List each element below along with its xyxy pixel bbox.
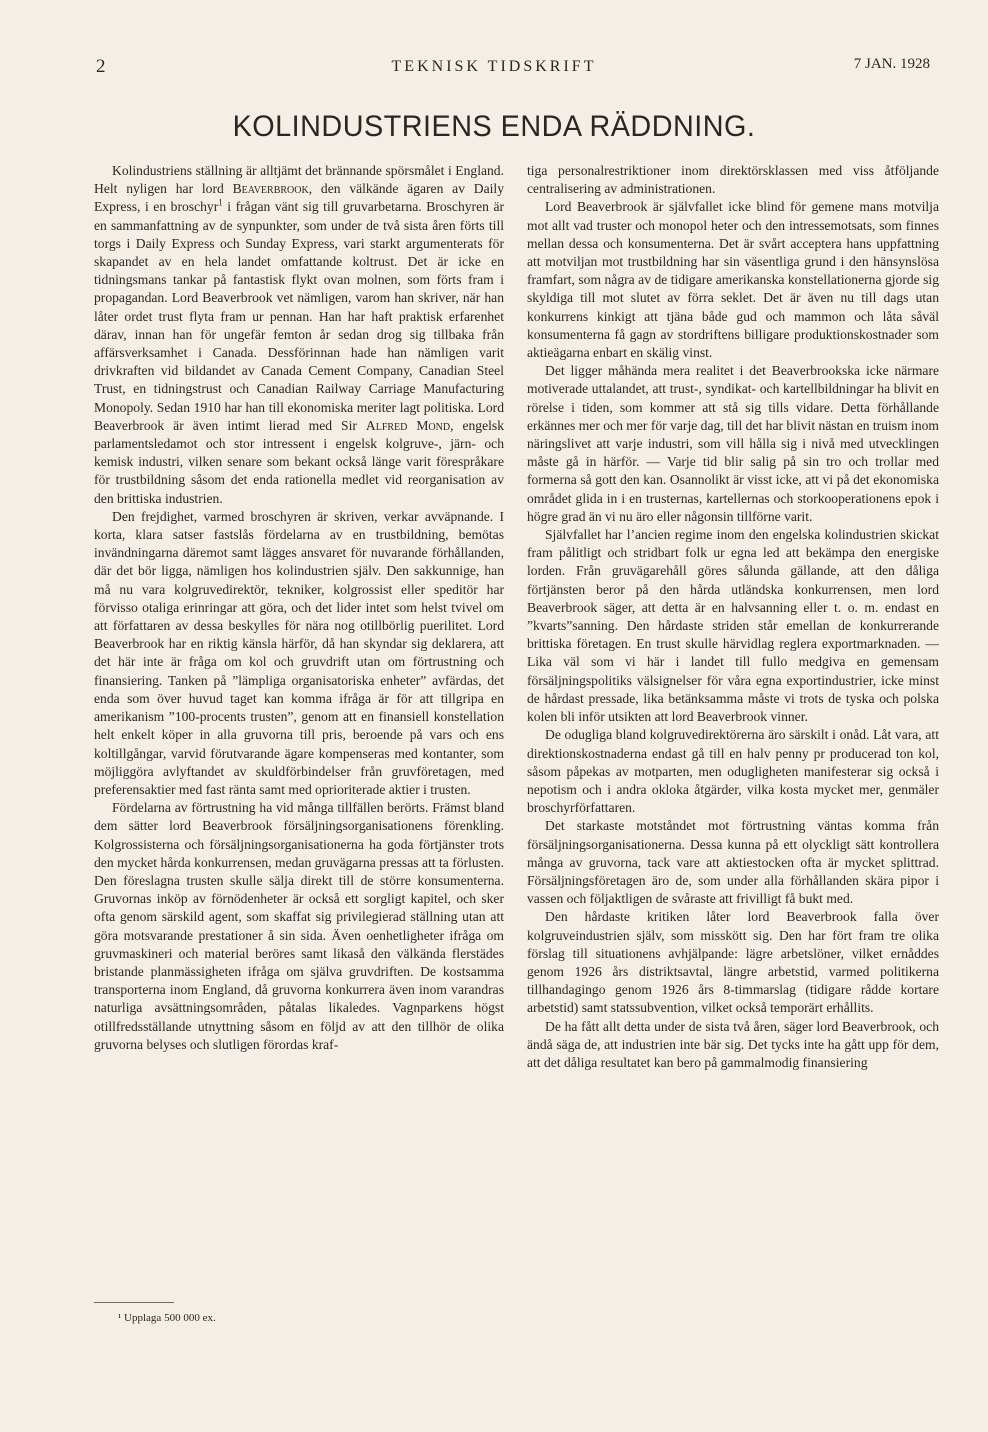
left-column [94,162,504,1054]
footnote-marker: 1 [218,197,223,208]
footnote-rule [94,1302,174,1303]
paragraph: De ha fått allt detta under de sista två åren, säger lord Beaverbrook, och ändå säga de, att industrien inte bär sig. Det tycks inte ha gått upp för dem, att det dåliga resultatet kan bero på gammalmodig finansiering [527,1018,939,1070]
paragraph: Den frejdighet, varmed broschyren är skriven, verkar avväpnande. I korta, klara satser fastslås fördelarna av en trustbildning, bemötas invändningarna däremot samt lägges ansvaret för nuvarande förhållanden, där det bör ligga, nämligen hos kolindustrien själv. Den sakkunnige, han må nu vara kolgruvedirektör, tekniker, kolgrossist eller speditör har förvisso otaliga erinringar att göra, och det lider intet som helst tvivel om att författaren av dessa beskylles för nära nog otillbörlig puerilitet. Lord Beaverbrook har en riktig känsla härför, då han skyndar sig deklarera, att det här inte är fråga om kol och gruvdrift utan om förtrustning och finansiering. Tanken på ”lämpliga organisatoriska enheter” avfärdas, det enda som över huvud taget kan komma ifråga är för att tillgripa en amerikanism ”100-procents trusten”, genom att en finansiell konstellation helt enkelt köper in alla gruvorna till pris, beroende på vars och ens koltillgångar, varvid förutvarande ägare kompenseras med kontanter, som möjliggöra avlyftandet av skuldförbindelser från gruvföretagen, med preferensaktier med fast ränta samt med oprioriterade aktier i trusten. [94,508,504,797]
paragraph: De odugliga bland kolgruvedirektörerna äro särskilt i onåd. Låt vara, att direktionskostnaderna endast gå till en halv penny pr producerad ton kol, såsom påpekas av motparten, men odugligheten manifesterar sig också i nepotism och i andra okloka åtgärder, vilka kosta mycket mer, genmäler broschyrförfattaren. [527,727,939,816]
article-title: KOLINDUSTRIENS ENDA RÄDDNING. [232,110,756,143]
paragraph: Självfallet har l’ancien regime inom den engelska kolindustrien skickat fram pålitligt och stridbart folk ur egna led att bekämpa den energiske lorden. Från gruvägarehåll göres sålunda gällande, att den dåliga förtjänsten beror på den hårda utländska konkurrensen, men lord Beaverbrook säger, att detta är en halvsanning eller t. o. m. endast en ”kvarts”sanning. Den hårdaste striden står emellan de konkurrerande brittiska företagen. En trust skulle härvidlag reglera exportmarknaden. — Lika väl som vi här i landet till fullo medgiva en gemensam försäljningspolitiks välsignelser för våra egna exportindustrier, icke minst de hårdast pressade, lika betänksamma måste vi trots de tyska och polska kolen bli inför utsikten att lord Beaverbrook vinner. [527,527,939,725]
text-run: , engelsk parlamentsledamot och stor intressent i engelsk kolgruve-, järn- och kemisk industri, vilken senare som bekant också länge varit förespråkare för trustbildning såsom det enda rationella medlet vid reorganisation av den brittiska industrien. [94,417,504,506]
text-run: Kolindustriens ställning är alltjämt det brännande spörsmålet i England. Helt nyligen har lord [94,163,504,197]
paragraph: Det ligger måhända mera realitet i det Beaverbrookska icke närmare motiverade uttalandet, att trust-, syndikat- och kartellbildningar ha blivit en rörelse i tiden, som kommer att stå sig tills vidare. Detta förhållande erkännes mer och mer för varje dag, till det har blivit nästan en truism inom näringslivet att varje industri, som vill hålla sig i nivå med utvecklingen måste gå in härför. — Varje tid blir salig på sin tro och trollar med formerna så gott den kan. Osannolikt är visst icke, att vi på det ekonomiska området glida in i en trusternas, kartellernas och storkooperationens epok i högre grad än vi nu äro eller någonsin tillförne varit. [527,363,939,524]
footnote: ¹ Upplaga 500 000 ex. [118,1312,216,1324]
person-name-mond: Alfred Mond [365,417,451,433]
issue-date: 7 JAN. 1928 [853,56,930,72]
paragraph: Den hårdaste kritiken låter lord Beaverbrook falla över kolgruveindustrien själv, som misskött sig. Den har fört fram tre olika förslag till situationens avhjälpande: lägre arbetslöner, vilket ernåddes genom 1926 års distriktsavtal, längre arbetstid, varmed politikerna tillhandagingo genom 1926 års 8-timmarslag (tidigare rådde kortare arbetstid) samt statssubvention, vilket också temporärt erhållits. [527,909,939,1016]
paragraph: Fördelarna av förtrustning ha vid många tillfällen berörts. Främst bland dem sätter lord Beaverbrook försäljningsorganisationens förenkling. Kolgrossisterna och försäljningsorganisationerna ha goda förtjänster trots den mycket hårda konkurrensen, medan gruvägarna pressas att ta förlusten. Den föreslagna trusten skulle sälja direkt till de större konsumenterna. Gruvornas inköp av förnödenheter är också ett sorgligt kapitel, och sker ofta genom särskild agent, som skaffat sig privilegierad ställning utan att göra motsvarande prestationer å sin sida. Även oenhetligheter ifråga om gruvmaskineri och material beröres samt likaså den välkända flerstädes bristande planmässigheten ifråga om själva gruvdriften. De kostsamma transporterna inom England, då gruvorna konkurrera även inom varandras naturliga avsättningsområden, påtalas likaledes. Vagnparkens högst otillfredsställande utnyttning såsom en följd av att den tillhör de olika gruvorna belyses och slutligen förordas kraf- [94,800,504,1052]
paragraph: Lord Beaverbrook är självfallet icke blind för gemene mans motvilja mot allt vad truster och monopol heter och den intressemotsats, som finnes mellan dessa och konsumenterna. Det är svårt acceptera hans uppfattning att motviljan mot trustbildning har sin väsentliga grund i den hänsynslösa framfart, som några av de tidigare amerikanska konstellationerna gjorde sig skyldiga till mot slutet av förra seklet. Det är även nu till dags utan konkurrens kinkigt att tjäna både gud och mammon och låta såväl konsumenterna få gagn av stordriftens billigare produktionskostnader som aktieägarna enbart en skälig vinst. [527,199,939,361]
right-column [527,162,939,1072]
journal-title: TEKNISK TIDSKRIFT [391,58,597,75]
running-header [0,56,988,80]
text-run: i frågan vänt sig till gruvarbetarna. Broschyren är en sammanfattning av de synpunkter, som under de två sista åren förts till torgs i Daily Express och Sunday Express, vari starkt argumenterats för skapandet av en hela landet omfattande koltrust. Det är icke en tidningsmans tankar på fantastisk flykt ovan molnen, som förts fram i propagandan. Lord Beaverbrook vet nämligen, varom han skriver, när han låter ordet trust flyta fram ur pennan. Han har haft praktisk erfarenhet därav, innan han för ungefär femton år sedan drog sig tillbaka från affärsverksamhet i Canada. Dessförinnan hade han nämligen varit drivkraften vid bildandet av Canada Cement Company, Canadian Steel Trust, en tidningstrust och Canadian Railway Carriage Manufacturing Monopoly. Sedan 1910 har han till ekonomiska meriter lagt politiska. Lord Beaverbrook är även intimt lierad med Sir [94,199,505,433]
person-name-beaverbrook: Beaverbrook [232,181,309,197]
paragraph-continued: tiga personalrestriktioner inom direktörsklassen med viss åtföljande centralisering av administrationen. [527,163,939,197]
paragraph [94,162,504,508]
text-run: , den välkände ägaren av Daily Express, i en broschyr [94,181,504,215]
paragraph: Det starkaste motståndet mot förtrustning väntas komma från försäljningsorganisationerna. Dessa kunna på ett olyckligt sätt kontrollera många av gruvorna, tack vare att aktiestocken ofta är mycket splittrad. Försäljningsföretagen äro de, som under alla förhållanden skära pipor i vassen och följaktligen de svåraste att frivilligt få bukt med. [527,818,939,907]
page-number: 2 [96,56,106,77]
